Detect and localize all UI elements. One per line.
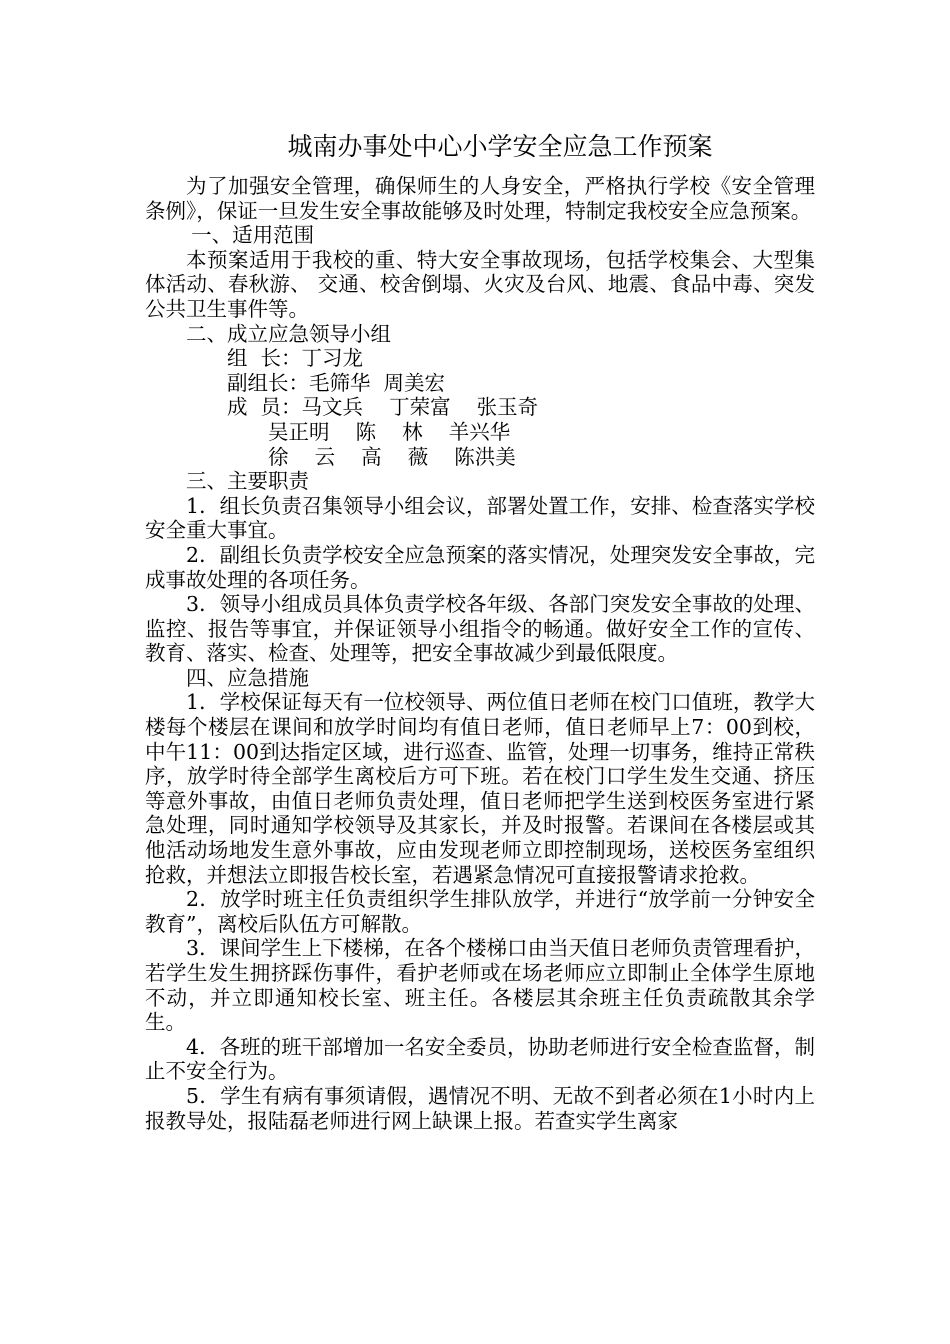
section-heading-duties: 三、主要职责 xyxy=(186,469,309,494)
measure-item-1: 1．学校保证每天有一位校领导、两位值日老师在校门口值班，教学大楼每个楼层在课间和放学时间均有值日老师，值日老师早上7：00到校，中午11：00到达指定区域，进行巡查、监管，处理一切事务，维持正常秩序，放学时待全部学生离校后方可下班。若在校门口学生发生交通、挤压等意外事故，由值日老师负责处理，值日老师把学生送到校医务室进行紧急处理，同时通知学校领导及其家长，并及时报警。若课间在各楼层或其他活动场地发生意外事故，应由发现老师立即控制现场，送校医务室组织抢救，并想法立即报告校长室，若遇紧急情况可直接报警请求抢救。 xyxy=(145,690,815,887)
measure-item-4: 4．各班的班干部增加一名安全委员，协助老师进行安全检查监督，制止不安全行为。 xyxy=(145,1034,815,1084)
section-heading-leadership: 二、成立应急领导小组 xyxy=(186,321,391,346)
measure-item-2: 2．放学时班主任负责组织学生排队放学，并进行“放学前一分钟安全教育”，离校后队伍方可解散。 xyxy=(145,887,815,936)
document-title: 城南办事处中心小学安全应急工作预案 xyxy=(287,132,713,161)
members-line-1: 成 员：马文兵 丁荣富 张玉奇 xyxy=(227,395,539,420)
section-heading-scope: 一、适用范围 xyxy=(191,223,315,248)
duty-item-1: 1．组长负责召集领导小组会议，部署处置工作，安排、检查落实学校安全重大事宜。 xyxy=(145,493,815,543)
document-page xyxy=(145,128,815,1133)
members-line-3: 徐 云 高 薇 陈洪美 xyxy=(268,444,516,469)
duty-item-3: 3．领导小组成员具体负责学校各年级、各部门突发安全事故的处理、监控、报告等事宜，并保证领导小组指令的畅通。做好安全工作的宣传、教育、落实、检查、处理等，把安全事故减少到最低限度。 xyxy=(145,592,815,666)
intro-paragraph: 为了加强安全管理，确保师生的人身安全，严格执行学校《安全管理条例》，保证一旦发生安全事故能够及时处理，特制定我校安全应急预案。 xyxy=(145,174,815,223)
members-line-2: 吴正明 陈 林 羊兴华 xyxy=(268,419,511,444)
measure-item-5: 5．学生有病有事须请假，遇情况不明、无故不到者必须在1小时内上报教导处，报陆磊老师进行网上缺课上报。若查实学生离家 xyxy=(145,1083,815,1133)
measure-item-3: 3．课间学生上下楼梯，在各个楼梯口由当天值日老师负责管理看护，若学生发生拥挤踩伤事件，看护老师或在场老师应立即制止全体学生原地不动，并立即通知校长室、班主任。各楼层其余班主任负责疏散其余学生。 xyxy=(145,936,815,1035)
section-heading-measures: 四、应急措施 xyxy=(186,665,309,690)
scope-paragraph: 本预案适用于我校的重、特大安全事故现场，包括学校集会、大型集体活动、春秋游、 交通、校舍倒塌、火灾及台风、地震、食品中毒、突发公共卫生事件等。 xyxy=(145,247,815,321)
duty-item-2: 2．副组长负责学校安全应急预案的落实情况，处理突发安全事故，完成事故处理的各项任务。 xyxy=(145,542,815,592)
deputy-leader-line: 副组长：毛筛华 周美宏 xyxy=(227,370,446,395)
leader-line: 组 长：丁习龙 xyxy=(227,346,364,371)
